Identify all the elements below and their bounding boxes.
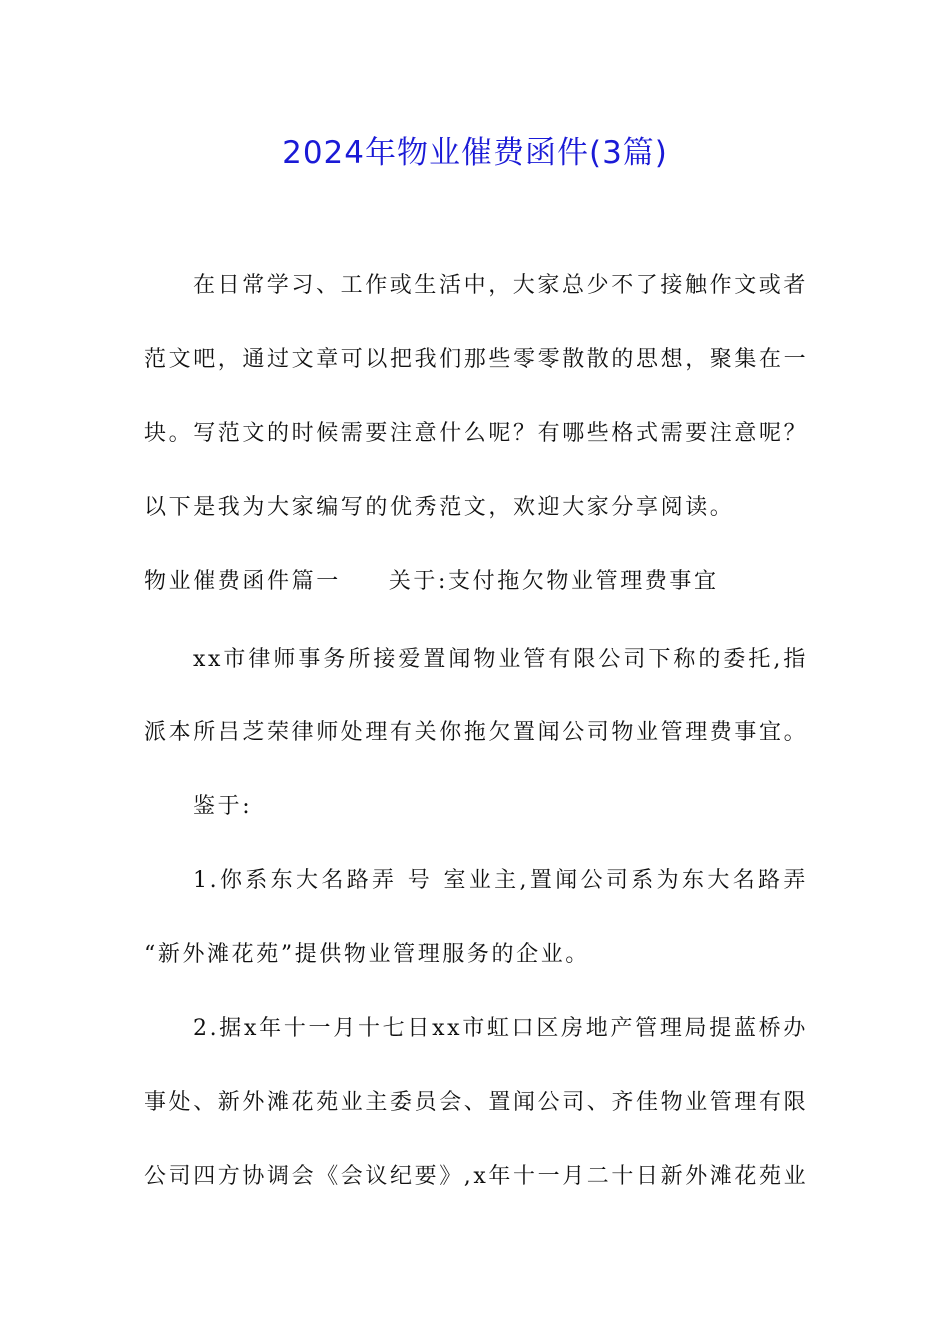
item2-line-2: 事处、新外滩花苑业主委员会、置闻公司、齐佳物业管理有限 [144, 1090, 809, 1115]
item2-line-1: 2.据x年十一月十七日xx市虹口区房地产管理局提蓝桥办 [193, 1016, 808, 1041]
item1-line-1: 1.你系东大名路弄 号 室业主,置闻公司系为东大名路弄 [193, 868, 808, 893]
para1-line-1: xx市律师事务所接爱置闻物业管有限公司下称的委托,指 [193, 647, 808, 672]
intro-line-3: 块。写范文的时候需要注意什么呢？有哪些格式需要注意呢？ [144, 421, 809, 446]
document-title: 2024年物业催费函件(3篇) [282, 135, 668, 171]
section-heading-line [144, 562, 808, 602]
item2-line-3: 公司四方协调会《会议纪要》,x年十一月二十日新外滩花苑业 [144, 1164, 809, 1189]
intro-line-1: 在日常学习、工作或生活中，大家总少不了接触作文或者 [193, 273, 809, 298]
section-heading: 物业催费函件篇一 [144, 569, 341, 594]
para1-line-2: 派本所吕芝荣律师处理有关你拖欠置闻公司物业管理费事宜。 [144, 720, 809, 745]
intro-line-2: 范文吧，通过文章可以把我们那些零零散散的思想，聚集在一 [144, 347, 809, 372]
intro-line-4: 以下是我为大家编写的优秀范文，欢迎大家分享阅读。 [144, 495, 735, 520]
section-subject: 关于:支付拖欠物业管理费事宜 [388, 569, 719, 594]
item1-line-2: “新外滩花苑”提供物业管理服务的企业。 [144, 942, 590, 967]
jianyu-label: 鉴于: [193, 794, 253, 819]
